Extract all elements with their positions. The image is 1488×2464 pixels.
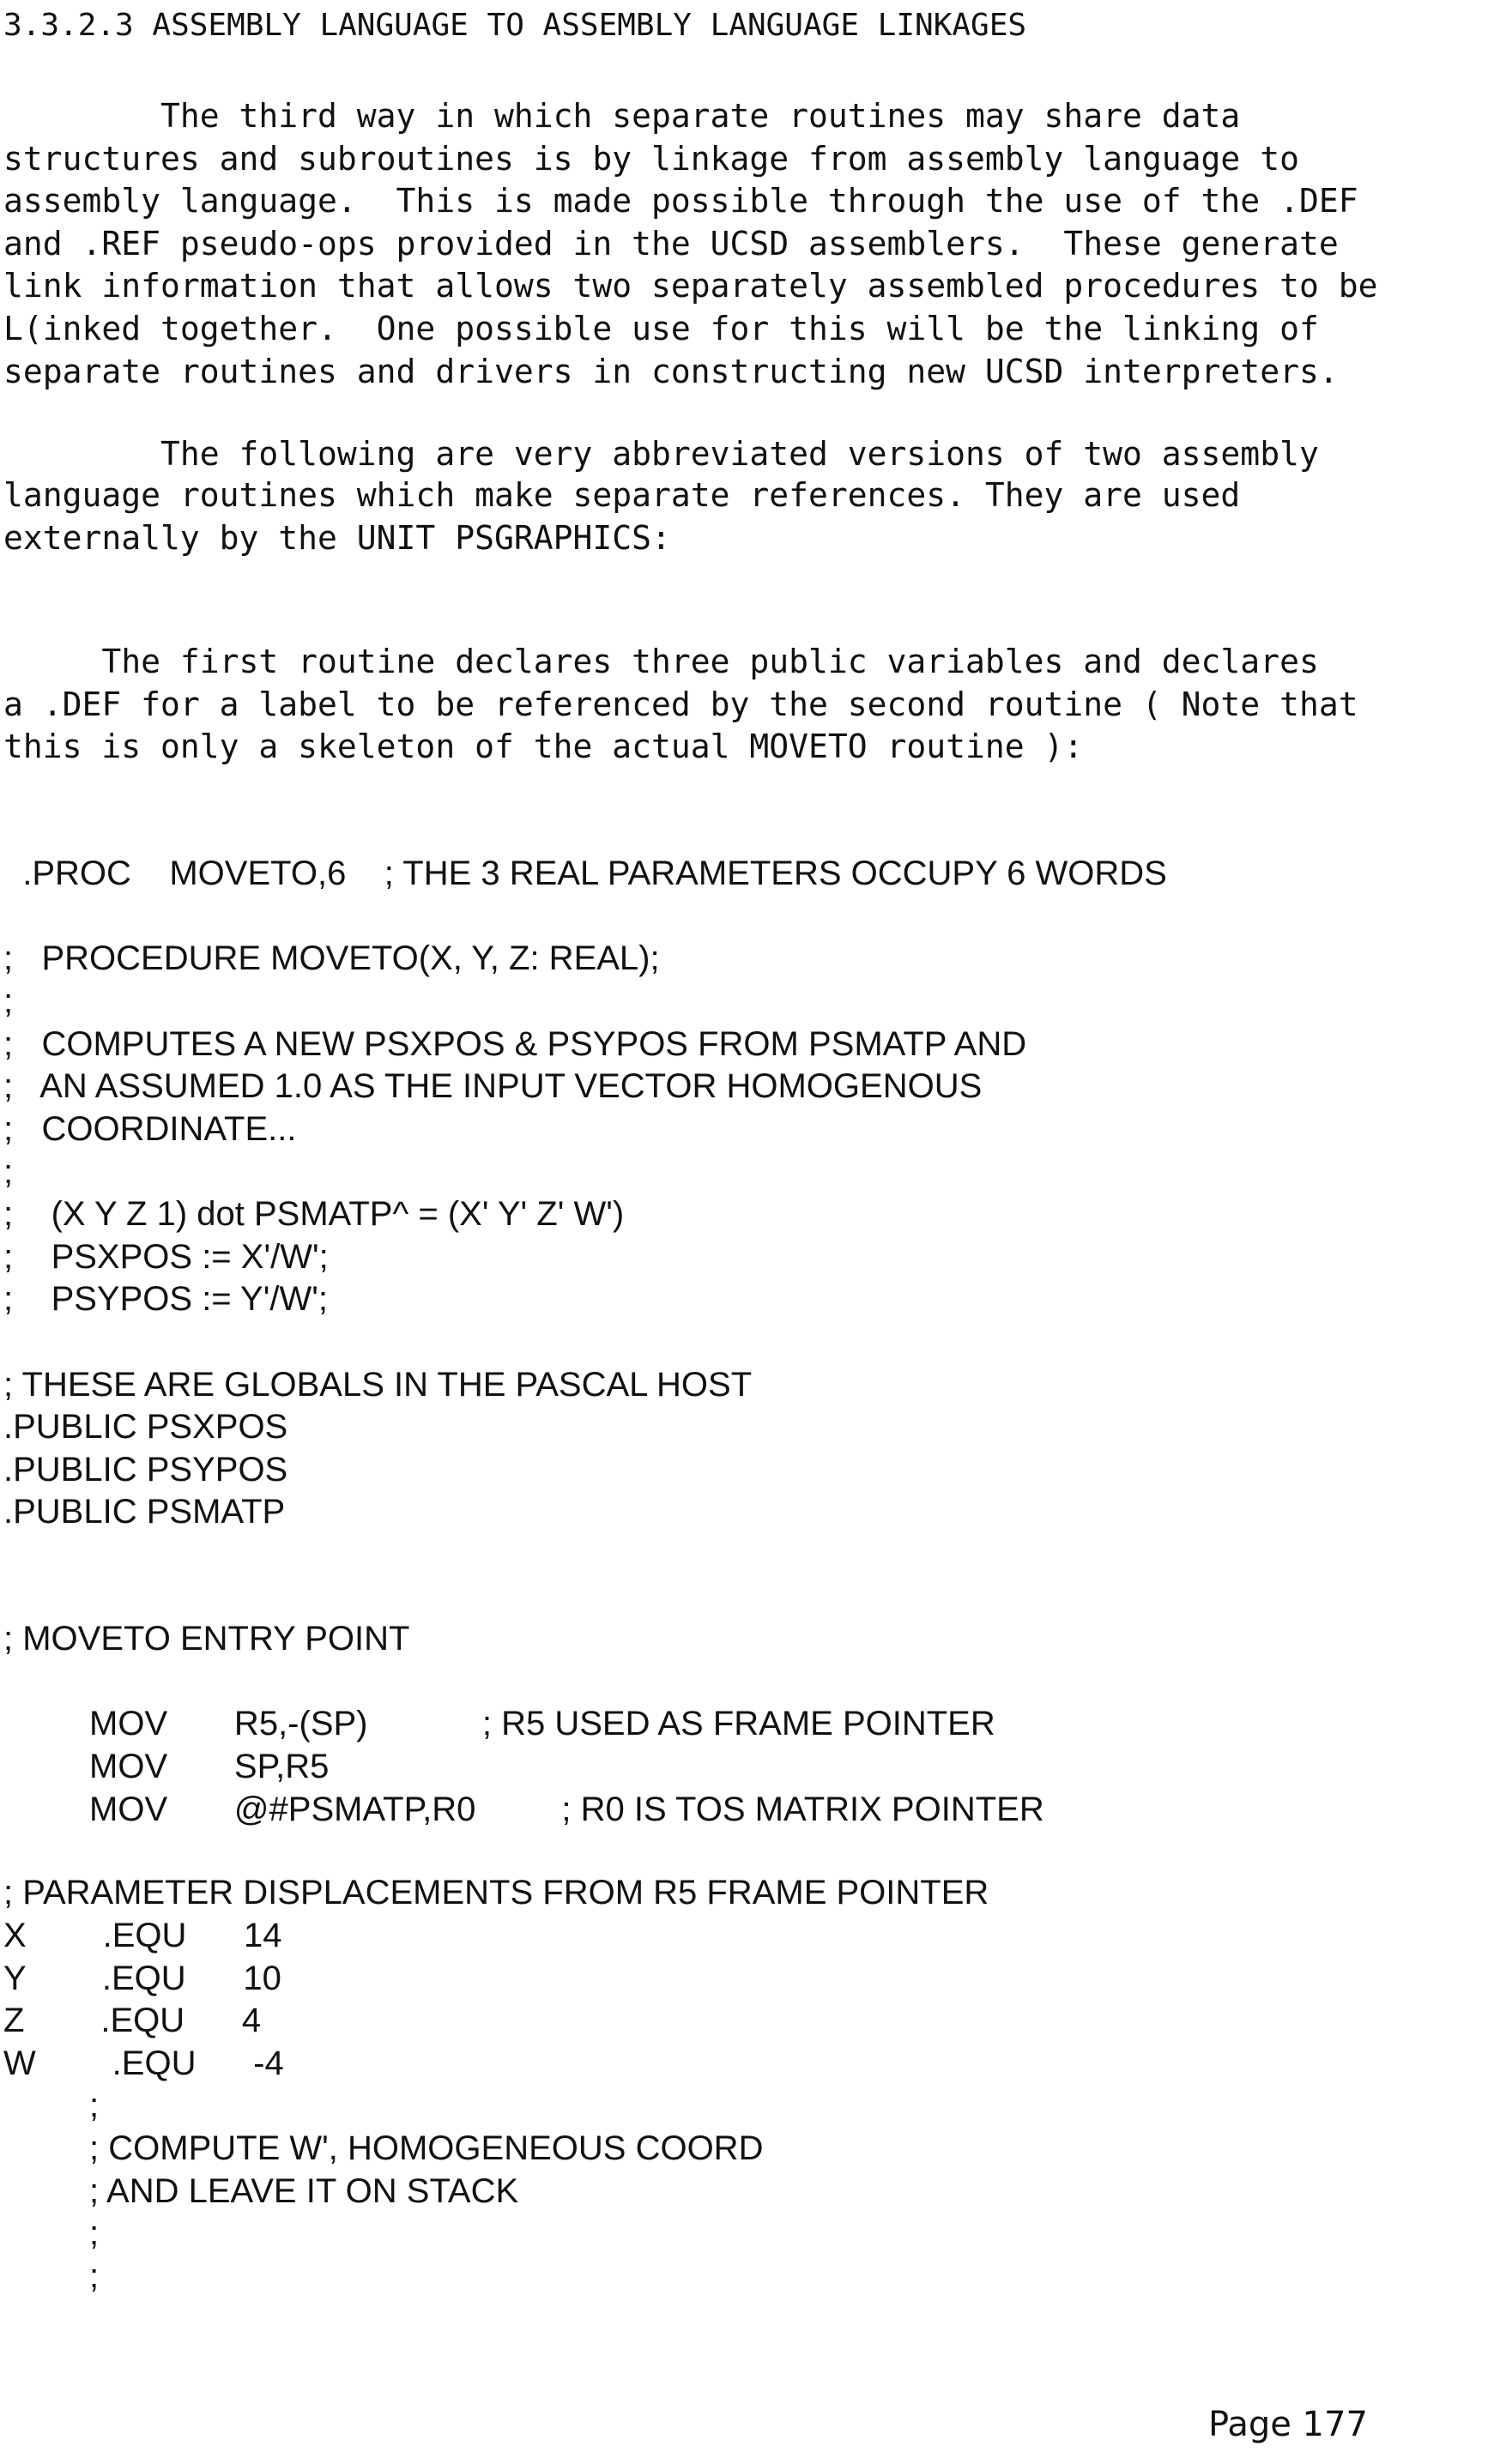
code-line: ; (X Y Z 1) dot PSMATP^ = (X' Y' Z' W') <box>3 1195 625 1233</box>
code-line: ; <box>3 2257 100 2295</box>
code-line: ; PROCEDURE MOVETO(X, Y, Z: REAL); <box>3 939 660 977</box>
code-line: ; <box>3 1153 14 1191</box>
code-line: ; COMPUTES A NEW PSXPOS & PSYPOS FROM PSMATP AND <box>3 1025 1027 1063</box>
code-line: MOV R5,-(SP) ; R5 USED AS FRAME POINTER <box>3 1705 995 1742</box>
code-line: ; MOVETO ENTRY POINT <box>3 1620 410 1658</box>
code-line: MOV @#PSMATP,R0 ; R0 IS TOS MATRIX POINTER <box>3 1791 1044 1828</box>
code-line: .PUBLIC PSXPOS <box>3 1408 288 1446</box>
paragraph-line: link information that allows two separately assembled procedures to be <box>3 267 1378 305</box>
code-line: X .EQU 14 <box>3 1917 282 1954</box>
code-line: .PROC MOVETO,6 ; THE 3 REAL PARAMETERS OCCUPY 6 WORDS <box>3 855 1167 892</box>
code-line: MOV SP,R5 <box>3 1748 330 1785</box>
code-line: ; PARAMETER DISPLACEMENTS FROM R5 FRAME POINTER <box>3 1874 989 1911</box>
paragraph-line: a .DEF for a label to be referenced by the second routine ( Note that <box>3 685 1358 723</box>
code-line: .PUBLIC PSMATP <box>3 1493 286 1531</box>
paragraph-line: structures and subroutines is by linkage from assembly language to <box>3 140 1299 178</box>
code-line: Z .EQU 4 <box>3 2002 262 2039</box>
code-line: Y .EQU 10 <box>3 1960 281 1997</box>
paragraph-line: separate routines and drivers in constructing new UCSD interpreters. <box>3 353 1339 390</box>
code-line: ; THESE ARE GLOBALS IN THE PASCAL HOST <box>3 1366 753 1404</box>
code-line: ; <box>3 2214 100 2252</box>
paragraph-line: language routines which make separate references. They are used <box>3 476 1241 514</box>
paragraph-line: this is only a skeleton of the actual MOVETO routine ): <box>3 728 1084 765</box>
section-heading: 3.3.2.3 ASSEMBLY LANGUAGE TO ASSEMBLY LANGUAGE LINKAGES <box>3 8 1027 43</box>
code-line: ; PSXPOS := X'/W'; <box>3 1238 329 1276</box>
paragraph-line: externally by the UNIT PSGRAPHICS: <box>3 519 671 557</box>
paragraph-line: The first routine declares three public variables and declares <box>3 643 1319 680</box>
paragraph-line: The third way in which separate routines may share data <box>3 97 1241 135</box>
code-line: W .EQU -4 <box>3 2044 284 2082</box>
code-line: ; <box>3 2087 100 2124</box>
paragraph-line: The following are very abbreviated versions of two assembly <box>3 435 1319 473</box>
code-line: ; AN ASSUMED 1.0 AS THE INPUT VECTOR HOMOGENOUS <box>3 1067 983 1105</box>
page-number: Page 177 <box>1208 2405 1368 2444</box>
paragraph-line: L(inked together. One possible use for this will be the linking of <box>3 310 1319 347</box>
code-line: ; PSYPOS := Y'/W'; <box>3 1280 328 1318</box>
code-line: .PUBLIC PSYPOS <box>3 1451 288 1489</box>
code-line: ; AND LEAVE IT ON STACK <box>3 2172 519 2210</box>
paragraph-line: assembly language. This is made possible through the use of the .DEF <box>3 182 1358 220</box>
paragraph-line: and .REF pseudo-ops provided in the UCSD assemblers. These generate <box>3 225 1339 263</box>
code-line: ; COMPUTE W', HOMOGENEOUS COORD <box>3 2129 764 2167</box>
code-line: ; <box>3 982 14 1020</box>
code-line: ; COORDINATE... <box>3 1110 297 1148</box>
